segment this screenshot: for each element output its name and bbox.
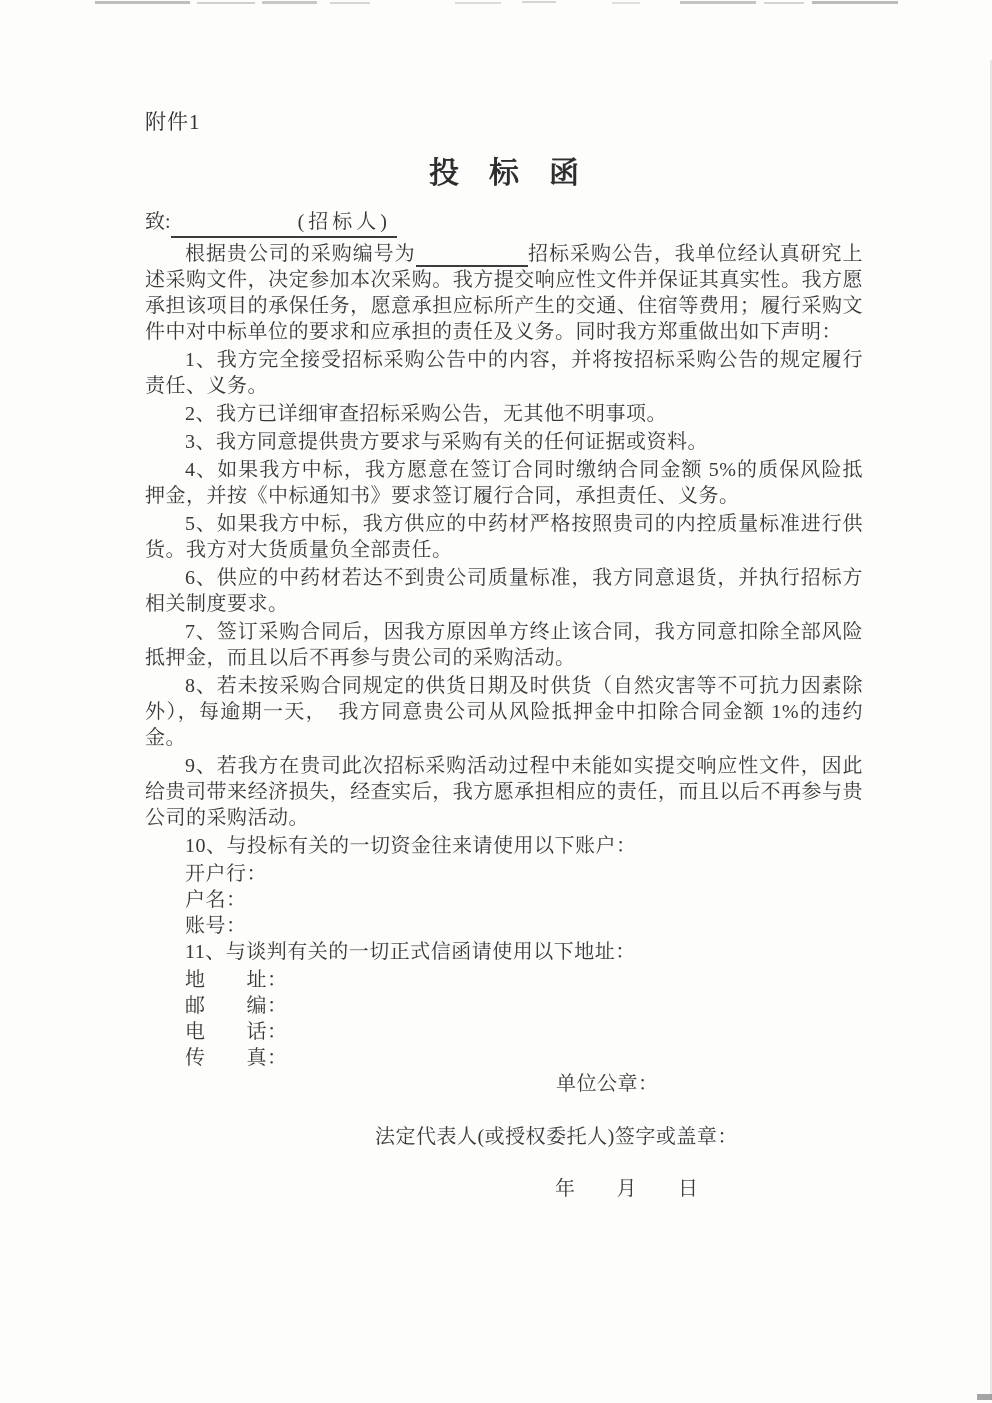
address-field-label: 传 真： (185, 1047, 288, 1069)
intro-lead-in: 根据贵公司的采购编号为 (185, 243, 416, 265)
scan-artifact-dash (330, 2, 370, 4)
scan-artifact-dash (197, 2, 255, 4)
document-content (145, 108, 863, 1202)
address-section-heading: 11、与谈判有关的一切正式信函请使用以下地址： (185, 941, 636, 963)
scan-artifact-dash (522, 1, 556, 3)
account-field-label: 账号： (185, 915, 247, 937)
clause-paragraph: 1、我方完全接受招标采购公告中的内容，并将按招标采购公告的规定履行责任、义务。 (145, 349, 863, 397)
recipient-blank-underline (171, 214, 298, 238)
scan-artifact-dash (812, 1, 898, 4)
scan-artifact-dash (680, 1, 756, 4)
intro-after-blank: 招标采购公告，我单位经认真研究上述采购文件，决定参加本次采购。我方提交响应性文件并保证其真实性。我方愿承担该项目的承保任务，愿意承担应标所产生的交通、住宿等费用；履行采购文件中对中标单位的要求和应承担的责任及义务。同时我方郑重做出如下声明： (145, 243, 864, 343)
address-field-label: 电 话： (185, 1021, 288, 1043)
address-field-list (145, 967, 863, 1071)
scan-artifact-dash (262, 1, 317, 4)
account-section-heading: 10、与投标有关的一切资金往来请使用以下账户： (185, 835, 637, 857)
clause-paragraph: 2、我方已详细审查招标采购公告，无其他不明事项。 (185, 403, 667, 425)
scan-corner-mark (977, 1394, 992, 1400)
scan-artifact-dash (764, 2, 804, 4)
scan-artifact-dash (95, 1, 190, 4)
company-seal-label: 单位公章： (556, 1073, 659, 1095)
clause-paragraph: 4、如果我方中标，我方愿意在签订合同时缴纳合同金额 5%的质保风险抵押金，并按《中标通知书》要求签订履行合同，承担责任、义务。 (145, 459, 863, 507)
account-field-list (145, 861, 863, 939)
scan-artifact-dash (455, 2, 501, 4)
procurement-number-blank-underline (416, 245, 528, 267)
salutation-line (145, 208, 863, 238)
address-field-label: 邮 编： (185, 995, 288, 1017)
date-line: 年 月 日 (555, 1178, 699, 1200)
clause-paragraph: 8、若未按采购合同规定的供货日期及时供货（自然灾害等不可抗力因素除外），每逾期一天， 我方同意贵公司从风险抵押金中扣除合同金额 1%的违约金。 (145, 675, 863, 749)
recipient-hint: (招标人) (298, 208, 397, 238)
clause-paragraph: 3、我方同意提供贵方要求与采购有关的任何证据或资料。 (185, 431, 708, 453)
clause-list (145, 347, 863, 831)
attachment-label: 附件1 (145, 110, 201, 134)
clause-paragraph: 5、如果我方中标，我方供应的中药材严格按照贵司的内控质量标准进行供货。我方对大货质量负全部责任。 (145, 513, 863, 561)
document-title: 投 标 函 (429, 157, 579, 190)
clause-paragraph: 9、若我方在贵司此次招标采购活动过程中未能如实提交响应性文件，因此给贵司带来经济损失，经查实后，我方愿承担相应的责任，而且以后不再参与贵公司的采购活动。 (145, 755, 863, 829)
clause-paragraph: 7、签订采购合同后，因我方原因单方终止该合同，我方同意扣除全部风险抵押金，而且以后不再参与贵公司的采购活动。 (145, 621, 863, 669)
account-field-label: 户名： (185, 889, 247, 911)
address-field-label: 地 址： (185, 969, 288, 991)
account-field-label: 开户行： (185, 863, 267, 885)
salutation-prefix: 致: (145, 211, 171, 233)
legal-representative-signature-label: 法定代表人(或授权委托人)签字或盖章： (375, 1126, 738, 1148)
intro-paragraph (145, 241, 863, 345)
clause-paragraph: 6、供应的中药材若达不到贵公司质量标准，我方同意退货，并执行招标方相关制度要求。 (145, 567, 863, 615)
scan-artifact-dash (612, 2, 640, 4)
